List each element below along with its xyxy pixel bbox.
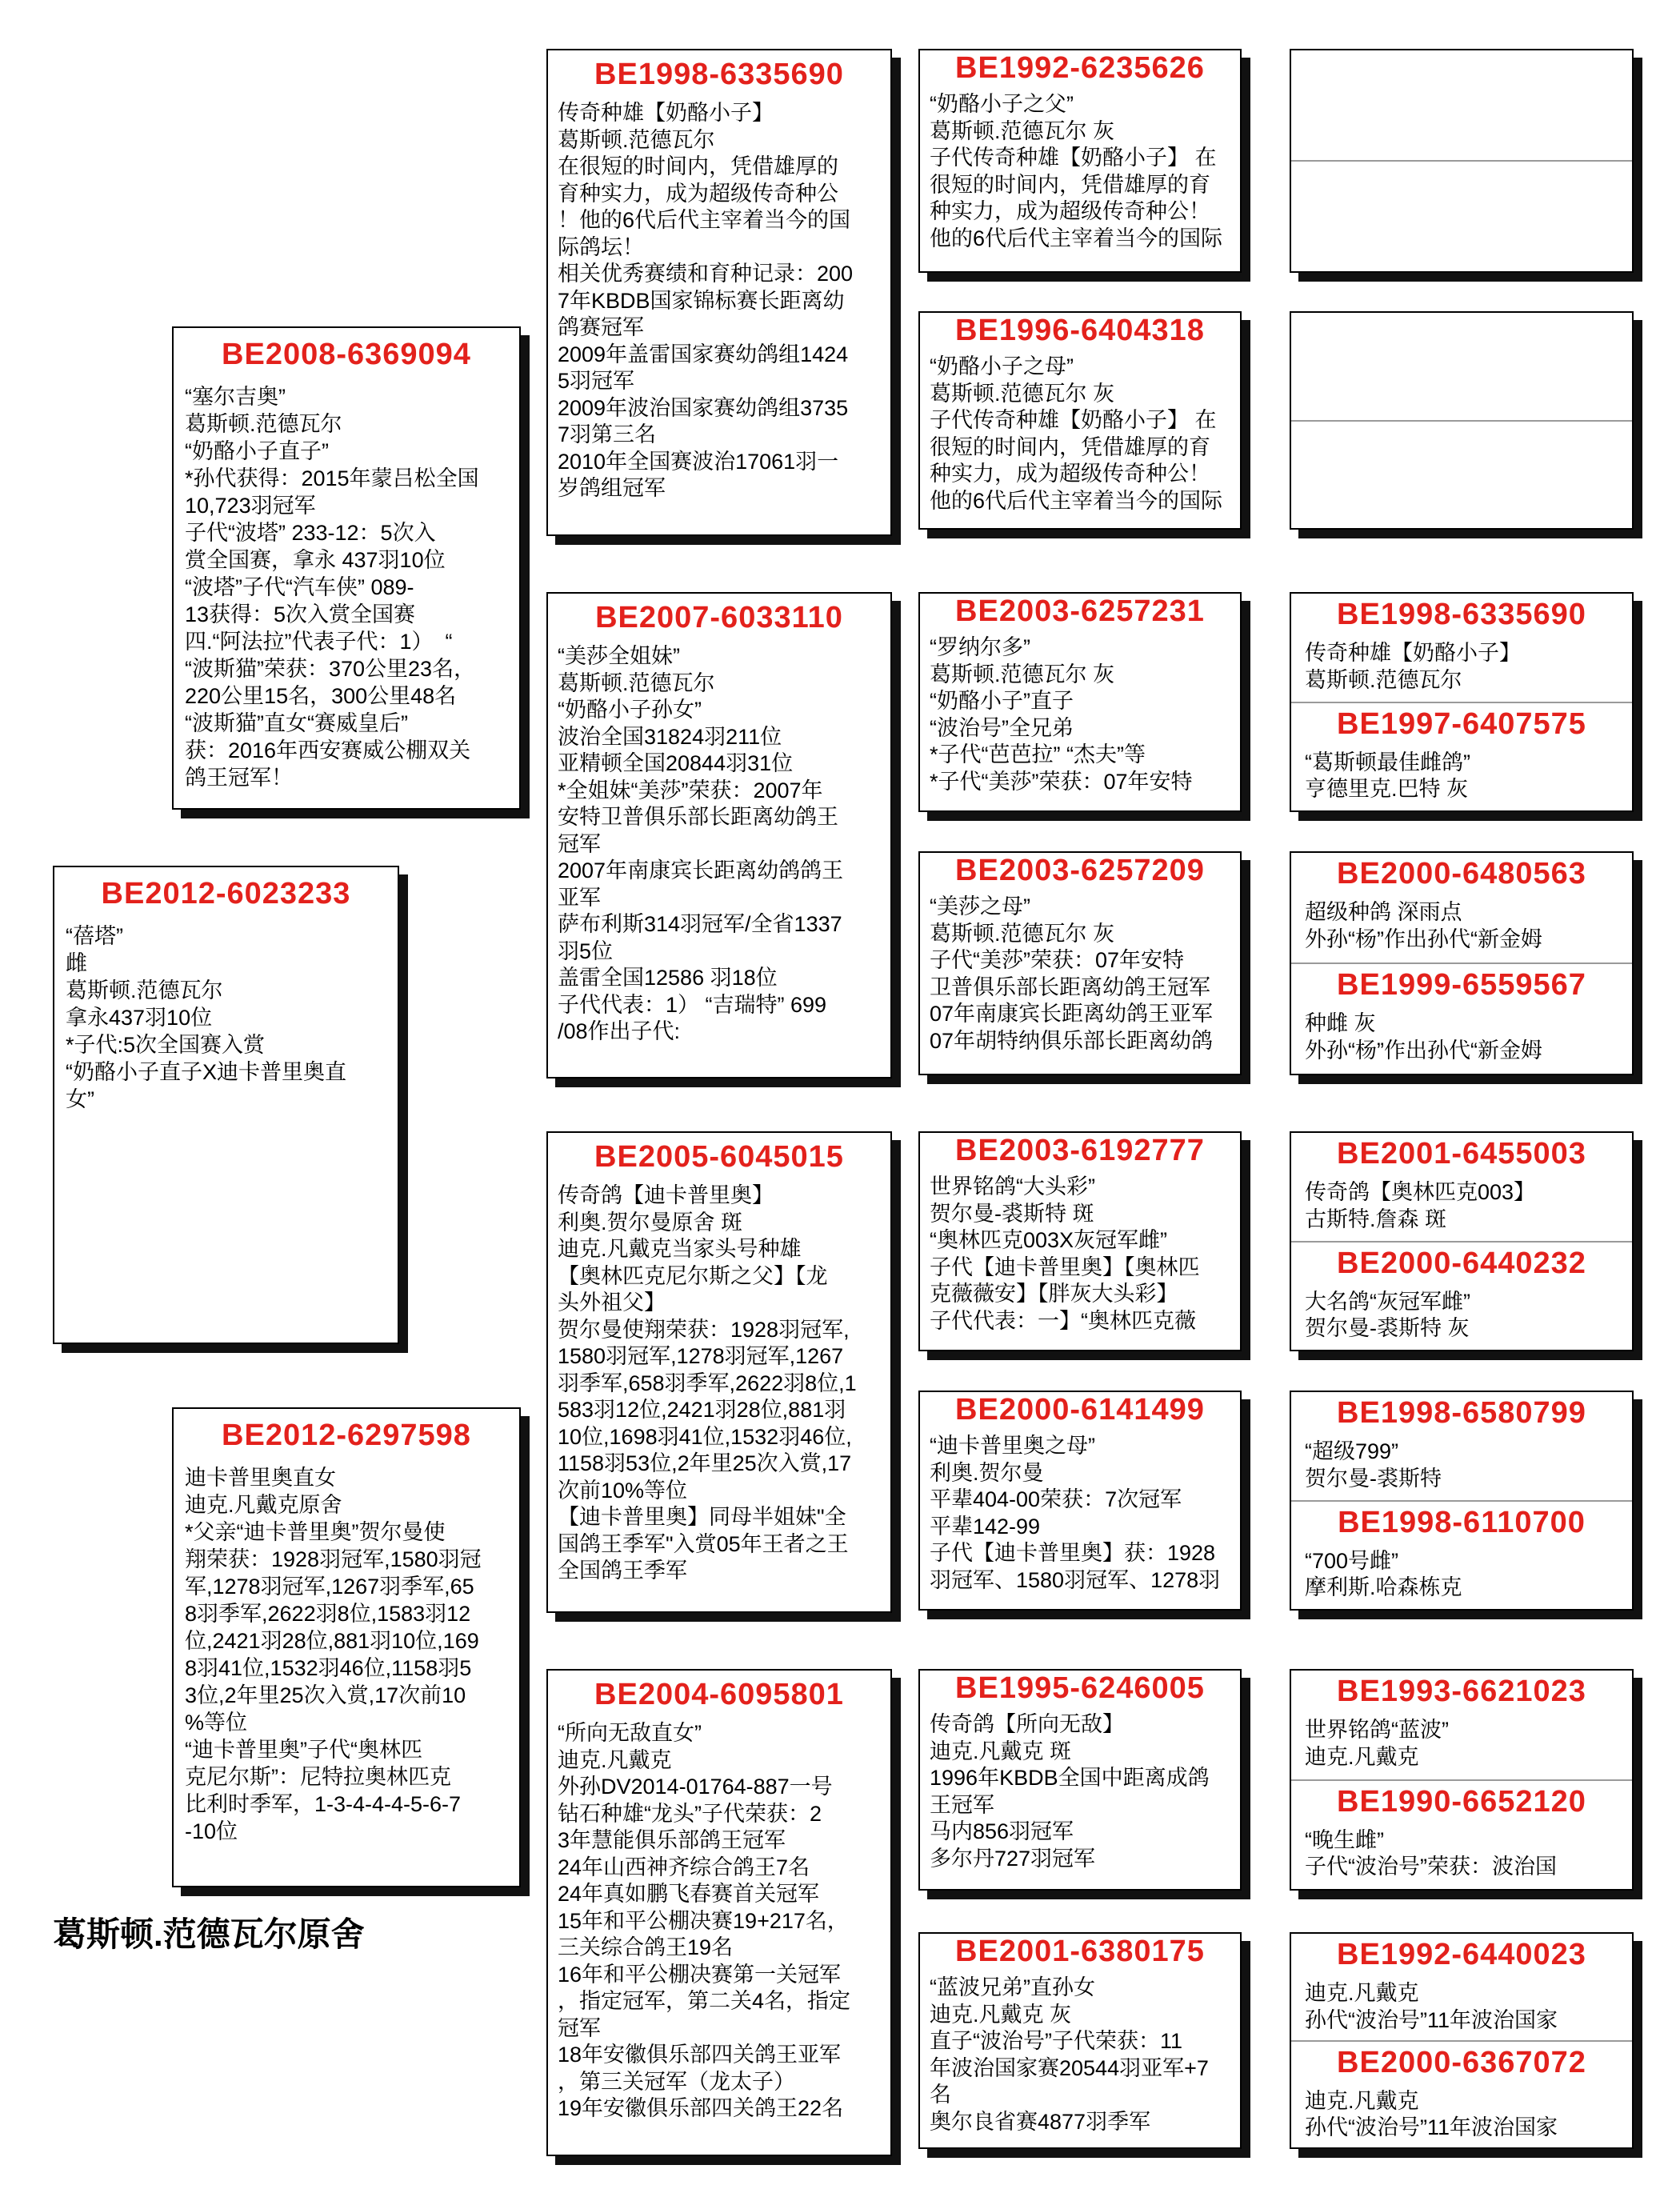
note-line: 王冠军 — [930, 1792, 994, 1817]
pigeon-notes — [548, 643, 890, 1046]
note-line: 羽冠军、1580羽冠军、1278羽 — [930, 1567, 1221, 1592]
ring-number: BE1990-6652120 — [1337, 1784, 1586, 1819]
note-line: 贺尔曼使翔荣获：1928羽冠军, — [558, 1317, 850, 1342]
note-line: 15年和平公棚决赛19+217名， — [558, 1908, 849, 1933]
pigeon-notes — [548, 1183, 890, 1585]
note-line: 他的6代后代主宰着当今的国际 — [930, 488, 1223, 513]
pigeon-notes — [1291, 2088, 1632, 2142]
note-line: 盖雷全国12586 羽18位 — [558, 966, 778, 990]
pigeon-notes — [920, 354, 1240, 514]
note-line: 多尔丹727羽冠军 — [930, 1846, 1096, 1871]
note-line: 传奇鸽【迪卡普里奥】 — [558, 1183, 774, 1207]
note-line: 1996年KBDB全国中距离成鸽 — [930, 1766, 1210, 1790]
note-line: 羽5位 — [558, 938, 614, 963]
ring-number: BE1992-6440023 — [1337, 1938, 1586, 1971]
card-half-top — [1291, 1133, 1632, 1243]
pigeon-notes — [920, 1433, 1240, 1594]
note-line: ，第三关冠军（龙太子） — [558, 2069, 795, 2094]
note-line: “奥林匹克003X灰冠军雌” — [930, 1228, 1168, 1252]
note-line: 2009年波治国家赛幼鸽组3735 — [558, 395, 849, 420]
note-line: “葛斯顿最佳雌鸽” — [1305, 750, 1470, 774]
note-line: 冠军 — [558, 831, 601, 856]
pigeon-notes — [920, 91, 1240, 252]
ring-number: BE2000-6141499 — [955, 1393, 1205, 1427]
note-line: 赏全国赛，拿永 437羽10位 — [185, 548, 446, 572]
ring-number: BE1998-6335690 — [1337, 598, 1586, 631]
note-line: %等位 — [185, 1711, 248, 1735]
ring-number: BE2003-6257231 — [955, 594, 1205, 628]
ring-number: BE2007-6033110 — [595, 601, 843, 634]
note-line: 1580羽冠军,1278羽冠军,1267 — [558, 1344, 844, 1368]
note-line: *孙代获得：2015年蒙吕松全国 — [185, 466, 479, 490]
note-line: 【迪卡普里奥】同母半姐妹"全 — [558, 1505, 846, 1529]
note-line: 种雌 灰 — [1305, 1011, 1376, 1035]
card-half-top — [1291, 313, 1632, 422]
note-line: *父亲“迪卡普里奥”贺尔曼使 — [185, 1520, 446, 1544]
pigeon-notes — [920, 1711, 1240, 1872]
note-line: 10位,1698羽41位,1532羽46位, — [558, 1424, 852, 1449]
note-line: 迪克.凡戴克 — [1305, 2088, 1419, 2113]
note-line: ！他的6代后代主宰着当今的国 — [558, 208, 851, 232]
card-great-great-grandparent-pair — [1290, 851, 1634, 1075]
note-line: 葛斯顿.范德瓦尔 — [1305, 667, 1462, 692]
note-line: “晚生雌” — [1305, 1827, 1384, 1852]
pigeon-notes — [1291, 1179, 1632, 1233]
card-half-top — [1291, 853, 1632, 964]
ring-number: BE2012-6297598 — [222, 1419, 471, 1452]
note-line: 亚精顿全国20844羽31位 — [558, 751, 794, 775]
note-line: “迪卡普里奥”子代“奥林匹 — [185, 1738, 422, 1762]
note-line: 鸽赛冠军 — [558, 315, 644, 339]
note-line: 子代【迪卡普里奥】获：1928 — [930, 1541, 1216, 1565]
note-line: 传奇种雄【奶酪小子】 — [1305, 641, 1521, 665]
note-line: 他的6代后代主宰着当今的国际 — [930, 226, 1223, 250]
note-line: 贺尔曼-裘斯特 斑 — [930, 1201, 1094, 1226]
note-line: 24年山西神齐综合鸽王7名 — [558, 1855, 810, 1879]
note-line: “700号雌” — [1305, 1548, 1399, 1573]
note-line: 10,723羽冠军 — [185, 494, 316, 518]
note-line: 次前10%等位 — [558, 1478, 688, 1503]
note-line: 鸽王冠军！ — [185, 766, 293, 790]
note-line: 子代“波塔” 233-12：5次入 — [185, 521, 436, 545]
note-line: ，指定冠军，第二关4名，指定 — [558, 1989, 851, 2013]
ring-number: BE1997-6407575 — [1337, 706, 1586, 741]
card-subject — [53, 866, 399, 1344]
note-line: 女” — [66, 1087, 94, 1111]
note-line: 安特卫普俱乐部长距离幼鸽王 — [558, 805, 838, 829]
note-line: 传奇鸽【奥林匹克003】 — [1305, 1180, 1536, 1204]
note-line: 在很短的时间内，凭借雄厚的 — [558, 154, 838, 178]
note-line: 超级种鸽 深雨点 — [1305, 900, 1462, 924]
note-line: 葛斯顿.范德瓦尔 — [185, 412, 342, 436]
card-half-top — [1291, 50, 1632, 162]
note-line: 很短的时间内，凭借雄厚的育 — [930, 434, 1210, 459]
note-line: *子代“美莎”荣获：07年安特 — [930, 769, 1193, 794]
note-line: 葛斯顿.范德瓦尔 — [558, 670, 715, 695]
card-great-great-grandparent-pair — [1290, 1131, 1634, 1351]
note-line: 亚军 — [558, 885, 601, 910]
note-line: 传奇种雄【奶酪小子】 — [558, 101, 774, 125]
note-line: “美莎全姐妹” — [558, 644, 680, 668]
note-line: *子代“芭芭拉” “杰夫”等 — [930, 742, 1146, 766]
pigeon-notes — [174, 1464, 519, 1845]
card-grandparent — [546, 49, 892, 536]
card-half-bottom — [1291, 1781, 1632, 1890]
note-line: 世界铭鸽“大头彩” — [930, 1175, 1095, 1199]
ring-number: BE2008-6369094 — [222, 338, 471, 371]
note-line: 迪克.凡戴克 — [1305, 1744, 1419, 1769]
note-line: 2010年全国赛波治17061羽一 — [558, 449, 839, 474]
pigeon-notes — [1291, 1439, 1632, 1492]
note-line: 相关优秀赛绩和育种记录：200 — [558, 262, 854, 286]
note-line: 葛斯顿.范德瓦尔 灰 — [930, 381, 1115, 406]
note-line: 子代【迪卡普里奥】【奥林匹 — [930, 1255, 1200, 1279]
note-line: 拿永437羽10位 — [66, 1006, 213, 1030]
note-line: 8羽季军,2622羽8位,1583羽12 — [185, 1602, 471, 1626]
ring-number: BE1998-6335690 — [594, 58, 844, 91]
note-line: 波治全国31824羽211位 — [558, 724, 782, 749]
pigeon-notes — [174, 383, 519, 791]
ring-number: BE1993-6621023 — [1337, 1675, 1586, 1708]
card-half-top — [1291, 1392, 1632, 1502]
note-line: 摩利斯.哈森栋克 — [1305, 1575, 1462, 1599]
card-great-grandparent — [918, 49, 1242, 273]
note-line: “塞尔吉奥” — [185, 385, 286, 409]
note-line: 获：2016年西安赛威公棚双关 — [185, 738, 471, 762]
note-line: 种实力，成为超级传奇种公！ — [930, 199, 1210, 223]
note-line: 7年KBDB国家锦标赛长距离幼 — [558, 288, 845, 313]
note-line: 钻石种雄“龙头”子代荣获：2 — [558, 1801, 822, 1826]
card-half-top — [1291, 1934, 1632, 2042]
card-half-bottom — [1291, 2042, 1632, 2148]
note-line: “奶酪小子直子” — [185, 439, 329, 463]
pigeon-notes — [1291, 899, 1632, 953]
note-line: “美莎之母” — [930, 894, 1030, 918]
card-half-bottom — [1291, 703, 1632, 811]
card-grandparent — [546, 592, 892, 1078]
pigeon-notes — [1291, 1289, 1632, 1343]
pigeon-notes — [548, 1720, 890, 2123]
card-great-grandparent — [918, 311, 1242, 530]
note-line: 育种实力，成为超级传奇种公 — [558, 181, 838, 206]
note-line: 军,1278羽冠军,1267羽季军,65 — [185, 1575, 474, 1599]
note-line: “罗纳尔多” — [930, 635, 1030, 659]
note-line: 19年安徽俱乐部四关鸽王22名 — [558, 2096, 844, 2120]
pigeon-notes — [1291, 640, 1632, 694]
pigeon-notes — [1291, 1827, 1632, 1881]
card-great-grandparent — [918, 851, 1242, 1075]
note-line: 冠军 — [558, 2015, 601, 2040]
note-line: 外孙“杨”作出孙代“新金姆 — [1305, 926, 1542, 951]
pigeon-notes — [1291, 1717, 1632, 1771]
note-line: 迪克.凡戴克 — [1305, 1981, 1419, 2005]
note-line: 8羽41位,1532羽46位,1158羽5 — [185, 1656, 472, 1680]
ring-number: BE2003-6257209 — [955, 854, 1205, 887]
note-line: -10位 — [185, 1819, 238, 1843]
note-line: 外孙“杨”作出孙代“新金姆 — [1305, 1038, 1542, 1062]
note-line: 利奥.贺尔曼原舍 斑 — [558, 1210, 743, 1235]
note-line: “蓝波兄弟”直孙女 — [930, 1975, 1095, 1999]
note-line: 名 — [930, 2083, 951, 2107]
ring-number: BE1995-6246005 — [955, 1671, 1205, 1705]
note-line: 种实力，成为超级传奇种公！ — [930, 462, 1210, 486]
note-line: 7羽第三名 — [558, 422, 657, 446]
ring-number: BE2000-6440232 — [1337, 1246, 1586, 1280]
note-line: 际鸽坛！ — [558, 234, 644, 259]
note-line: 位,2421羽28位,881羽10位,169 — [185, 1629, 479, 1653]
note-line: “奶酪小子”直子 — [930, 689, 1074, 713]
card-great-grandparent — [918, 1131, 1242, 1351]
note-line: 孙代“波治号”11年波治国家 — [1305, 2007, 1558, 2032]
note-line: 四.“阿法拉”代表子代：1） “ — [185, 630, 453, 654]
card-half-bottom — [1291, 1243, 1632, 1351]
note-line: 头外祖父】 — [558, 1291, 666, 1315]
note-line: 【奥林匹克尼尔斯之父】【龙 — [558, 1263, 828, 1288]
note-line: 葛斯顿.范德瓦尔 — [66, 978, 223, 1002]
pigeon-notes — [920, 634, 1240, 795]
note-line: 迪克.凡戴克 灰 — [930, 2002, 1072, 2027]
card-sire — [172, 326, 521, 810]
ring-number: BE1996-6404318 — [955, 314, 1205, 347]
ring-number: BE2003-6192777 — [955, 1134, 1205, 1167]
pigeon-notes — [548, 100, 890, 502]
note-line: 葛斯顿.范德瓦尔 灰 — [930, 662, 1115, 686]
card-great-great-grandparent-pair — [1290, 49, 1634, 273]
note-line: *子代:5次全国赛入赏 — [66, 1033, 266, 1057]
note-line: 子代代表：1） “吉瑞特” 699 — [558, 992, 827, 1017]
card-dam — [172, 1407, 521, 1887]
note-line: 羽季军,658羽季军,2622羽8位,1 — [558, 1371, 857, 1395]
note-line: 迪克.凡戴克原舍 — [185, 1493, 342, 1517]
note-line: “波斯猫”荣获：370公里23名， — [185, 657, 476, 681]
ring-number: BE2004-6095801 — [594, 1678, 844, 1711]
note-line: 萨布利斯314羽冠军/全省1337 — [558, 912, 842, 936]
note-line: “蓓塔” — [66, 924, 123, 948]
note-line: 翔荣获：1928羽冠军,1580羽冠 — [185, 1547, 482, 1571]
note-line: 子代“美莎”荣获：07年安特 — [930, 948, 1185, 972]
pigeon-notes — [1291, 1010, 1632, 1064]
ring-number: BE2012-6023233 — [101, 877, 351, 910]
card-half-bottom — [1291, 964, 1632, 1074]
note-line: 16年和平公棚决赛第一关冠军 — [558, 1962, 842, 1987]
note-line: 贺尔曼-裘斯特 — [1305, 1466, 1442, 1491]
note-line: “奶酪小子孙女” — [558, 698, 702, 722]
card-half-top — [1291, 1671, 1632, 1781]
note-line: “奶酪小子之母” — [930, 354, 1074, 378]
ring-number: BE2000-6480563 — [1337, 857, 1586, 890]
card-half-bottom — [1291, 162, 1632, 271]
note-line: 葛斯顿.范德瓦尔 — [558, 127, 715, 152]
note-line: 迪卡普里奥直女 — [185, 1466, 336, 1490]
note-line: 贺尔曼-裘斯特 灰 — [1305, 1316, 1470, 1340]
note-line: *全姐妹“美莎”荣获：2007年 — [558, 778, 823, 802]
note-line: 子代传奇种雄【奶酪小子】 在 — [930, 146, 1217, 170]
note-line: 国鸽王季军"入赏05年王者之王 — [558, 1531, 849, 1556]
note-line: “所向无敌直女” — [558, 1721, 702, 1745]
pigeon-notes — [920, 1975, 1240, 2135]
note-line: 外孙DV2014-01764-887一号 — [558, 1775, 833, 1799]
card-great-great-grandparent-pair — [1290, 1932, 1634, 2149]
card-great-grandparent — [918, 1669, 1242, 1891]
pigeon-notes — [920, 894, 1240, 1054]
note-line: 子代代表：一】“奥林匹克薇 — [930, 1308, 1196, 1333]
note-line: 克尼尔斯”：尼特拉奥林匹克 — [185, 1765, 451, 1789]
card-great-grandparent — [918, 1391, 1242, 1611]
pigeon-notes — [1291, 1548, 1632, 1602]
card-grandparent — [546, 1669, 892, 2156]
note-line: 24年真如鹏飞春赛首关冠军 — [558, 1882, 820, 1906]
note-line: 奥尔良省赛4877羽季军 — [930, 2109, 1151, 2134]
note-line: “奶酪小子直子X迪卡普里奥直 — [66, 1060, 346, 1084]
ring-number: BE1998-6110700 — [1338, 1505, 1586, 1539]
ring-number: BE2005-6045015 — [594, 1140, 844, 1174]
card-great-great-grandparent-pair — [1290, 1669, 1634, 1891]
note-line: 岁鸽组冠军 — [558, 476, 666, 500]
card-great-great-grandparent-pair — [1290, 311, 1634, 530]
card-great-great-grandparent-pair — [1290, 592, 1634, 812]
note-line: 大名鸽“灰冠军雌” — [1305, 1289, 1470, 1314]
pigeon-notes — [1291, 750, 1632, 803]
card-grandparent — [546, 1131, 892, 1613]
note-line: 利奥.贺尔曼 — [930, 1460, 1044, 1485]
note-line: “波斯猫”直女“赛威皇后” — [185, 711, 408, 735]
note-line: 雌 — [66, 951, 87, 975]
note-line: 583羽12位,2421羽28位,881羽 — [558, 1398, 846, 1422]
note-line: “波塔”子代“汽车侠” 089- — [185, 575, 414, 599]
note-line: 5羽冠军 — [558, 369, 635, 393]
note-line: 全国鸽王季军 — [558, 1559, 687, 1583]
ring-number: BE1998-6580799 — [1337, 1396, 1586, 1430]
note-line: 马内856羽冠军 — [930, 1819, 1074, 1843]
note-line: 220公里15名，300公里48名 — [185, 684, 457, 708]
note-line: 1158羽53位,2年里25次入赏,17 — [558, 1451, 852, 1475]
pigeon-notes — [1291, 1980, 1632, 2034]
note-line: 3位,2年里25次入赏,17次前10 — [185, 1683, 466, 1707]
note-line: 子代传奇种雄【奶酪小子】 在 — [930, 408, 1217, 432]
note-line: 卫普俱乐部长距离幼鸽王冠军 — [930, 974, 1210, 999]
ring-number: BE2001-6455003 — [1337, 1137, 1586, 1171]
ring-number: BE1992-6235626 — [955, 51, 1205, 85]
note-line: 直子“波治号”子代荣获：11 — [930, 2029, 1183, 2053]
card-great-grandparent — [918, 592, 1242, 812]
note-line: 平辈142-99 — [930, 1514, 1041, 1539]
note-line: 3年慧能俱乐部鸽王冠军 — [558, 1828, 786, 1852]
note-line: 18年安徽俱乐部四关鸽王亚军 — [558, 2043, 842, 2067]
card-half-top — [1291, 594, 1632, 703]
card-half-bottom — [1291, 422, 1632, 529]
note-line: 子代“波治号”荣获：波治国 — [1305, 1855, 1557, 1879]
note-line: 07年南康宾长距离幼鸽王亚军 — [930, 1002, 1214, 1026]
note-line: 13获得：5次入赏全国赛 — [185, 602, 416, 626]
card-half-bottom — [1291, 1502, 1632, 1610]
note-line: 三关综合鸽王19名 — [558, 1935, 734, 1959]
note-line: 克薇薇安】【胖灰大头彩】 — [930, 1282, 1178, 1306]
note-line: 迪克.凡戴克当家头号种雄 — [558, 1237, 802, 1261]
note-line: 传奇鸽【所向无敌】 — [930, 1712, 1124, 1736]
note-line: 葛斯顿.范德瓦尔 灰 — [930, 118, 1115, 143]
note-line: 平辈404-00荣获：7次冠军 — [930, 1487, 1182, 1511]
ring-number: BE2001-6380175 — [955, 1935, 1205, 1968]
note-line: 世界铭鸽“蓝波” — [1305, 1718, 1449, 1742]
note-line: 07年胡特纳俱乐部长距离幼鸽 — [930, 1028, 1214, 1053]
note-line: 比利时季军，1-3-4-4-4-5-6-7 — [185, 1792, 462, 1816]
note-line: 古斯特.詹森 斑 — [1305, 1207, 1447, 1231]
note-line: 很短的时间内，凭借雄厚的育 — [930, 172, 1210, 197]
note-line: 迪克.凡戴克 斑 — [930, 1739, 1072, 1763]
pigeon-notes — [920, 1174, 1240, 1335]
note-line: 葛斯顿.范德瓦尔 灰 — [930, 921, 1115, 946]
note-line: 2009年盖雷国家赛幼鸽组1424 — [558, 342, 849, 366]
note-line: “超级799” — [1305, 1439, 1399, 1463]
note-line: 年波治国家赛20544羽亚军+7 — [930, 2055, 1209, 2080]
card-great-great-grandparent-pair — [1290, 1391, 1634, 1611]
note-line: 孙代“波治号”11年波治国家 — [1305, 2115, 1558, 2139]
note-line: “迪卡普里奥之母” — [930, 1434, 1095, 1458]
note-line: 亨德里克.巴特 灰 — [1305, 777, 1469, 801]
note-line: 2007年南康宾长距离幼鸽鸽王 — [558, 858, 844, 882]
pigeon-notes — [54, 922, 398, 1113]
ring-number: BE1999-6559567 — [1337, 968, 1586, 1002]
note-line: 迪克.凡戴克 — [558, 1747, 672, 1772]
note-line: /08作出子代: — [558, 1019, 681, 1043]
ring-number: BE2000-6367072 — [1337, 2045, 1586, 2079]
loft-name: 葛斯顿.范德瓦尔原舍 — [53, 1915, 365, 1953]
note-line: “波治号”全兄弟 — [930, 715, 1074, 740]
note-line: “奶酪小子之父” — [930, 92, 1074, 116]
card-great-grandparent — [918, 1932, 1242, 2149]
